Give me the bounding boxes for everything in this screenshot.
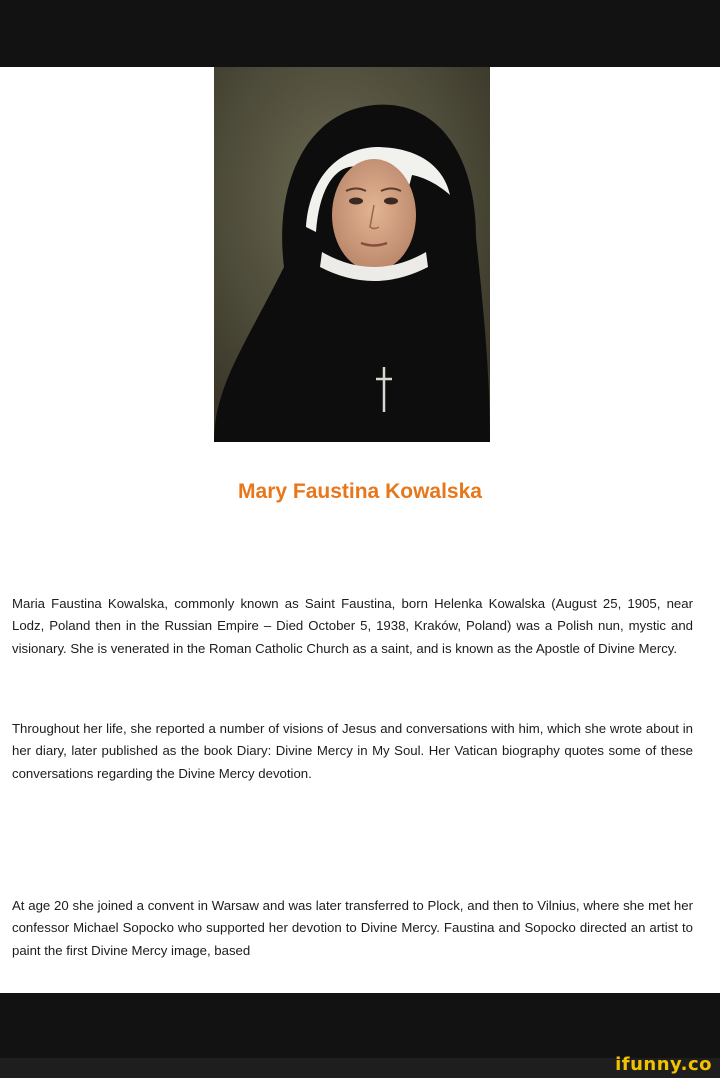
paragraph-convent: At age 20 she joined a convent in Warsaw and was later transferred to Plock, and then to Vilnius, where she met her confessor Michael Sopocko who supported her devotion to Divine Mercy. Faustina and Sopocko directed an artist to paint the first Divine Mercy image, based xyxy=(12,898,693,958)
paragraph-visions: Throughout her life, she reported a number of visions of Jesus and conversations with him, which she wrote about in her diary, later published as the book Diary: Divine Mercy in My Soul. Her Vatican biography quotes some of these conversations regarding the Divine Mercy devotion. xyxy=(12,721,693,781)
document-title: Mary Faustina Kowalska xyxy=(238,480,482,503)
ifunny-watermark-logo: ifunny.co xyxy=(615,1054,712,1075)
top-black-bar xyxy=(0,0,720,67)
nun-portrait-illustration xyxy=(214,67,490,442)
document-page xyxy=(0,67,720,993)
bottom-black-bar xyxy=(0,993,720,1058)
paragraph-biography: Maria Faustina Kowalska, commonly known as Saint Faustina, born Helenka Kowalska (August 25, 1905, near Lodz, Poland then in the Russian Empire – Died October 5, 1938, Kraków, Poland) was a Polish nun, mystic and visionary. She is venerated in the Roman Catholic Church as a saint, and is known as the Apostle of Divine Mercy. xyxy=(12,596,693,656)
footer-strip xyxy=(0,1058,720,1078)
portrait-image xyxy=(214,67,490,442)
